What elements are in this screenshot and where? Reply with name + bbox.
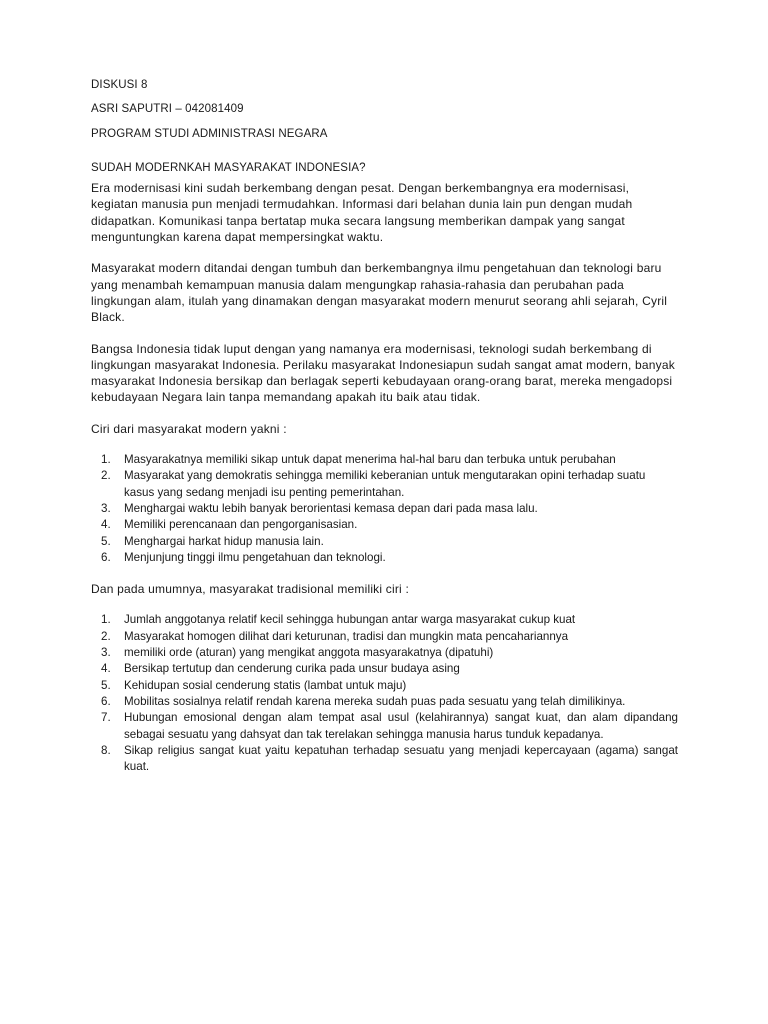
list-item-number: 5. bbox=[101, 534, 111, 548]
list-item-text: Jumlah anggotanya relatif kecil sehingga hubungan antar warga masyarakat cukup kuat bbox=[124, 613, 576, 627]
list-item-text: Menjunjung tinggi ilmu pengetahuan dan teknologi. bbox=[124, 550, 386, 564]
modern-traits-list bbox=[91, 452, 678, 566]
list-item bbox=[91, 517, 678, 533]
list-item-text: Menghargai waktu lebih banyak berorientasi kemasa depan dari pada masa lalu. bbox=[124, 501, 538, 515]
list-item-number: 3. bbox=[101, 501, 111, 515]
list-item-number: 2. bbox=[101, 469, 111, 483]
list-item-number: 4. bbox=[101, 662, 111, 676]
list-item-number: 3. bbox=[101, 646, 111, 660]
list-item-number: 2. bbox=[101, 629, 111, 643]
traditional-traits-list bbox=[91, 612, 678, 775]
author-line: ASRI SAPUTRI – 042081409 bbox=[91, 103, 244, 116]
list-item bbox=[91, 501, 678, 517]
list-item bbox=[91, 645, 678, 661]
list-item-text: memiliki orde (aturan) yang mengikat anggota masyarakatnya (dipatuhi) bbox=[124, 646, 494, 660]
list-item bbox=[91, 710, 678, 743]
list-item bbox=[91, 468, 678, 501]
list-item-number: 6. bbox=[101, 550, 111, 564]
study-program-line: PROGRAM STUDI ADMINISTRASI NEGARA bbox=[91, 127, 328, 140]
discussion-heading: DISKUSI 8 bbox=[91, 79, 148, 91]
list-item-text: Sikap religius sangat kuat yaitu kepatuhan terhadap sesuatu yang menjadi kepercayaan (agama) sangat kuat. bbox=[124, 743, 678, 774]
list-item bbox=[91, 612, 678, 628]
traditional-list-heading: Dan pada umumnya, masyarakat tradisional memiliki ciri : bbox=[91, 582, 409, 597]
paragraph-3: Bangsa Indonesia tidak luput dengan yang namanya era modernisasi, teknologi sudah berkembang di lingkungan masyarakat Indonesia. Perilaku masyarakat Indonesiapun sudah sangat amat modern, banyak masyarakat Indonesia bersikap dan berlagak seperti kebudayaan orang-orang barat, mereka mengadopsi kebudayaan Negara lain tanpa memandang apakah itu baik atau tidak. bbox=[91, 341, 675, 405]
list-item-text: Masyarakatnya memiliki sikap untuk dapat menerima hal-hal baru dan terbuka untuk perubahan bbox=[124, 453, 616, 467]
list-item bbox=[91, 629, 678, 645]
list-item bbox=[91, 550, 678, 566]
document-body bbox=[91, 77, 678, 790]
list-item-number: 1. bbox=[101, 613, 111, 627]
list-item-text: Memiliki perencanaan dan pengorganisasian. bbox=[124, 518, 358, 532]
list-item bbox=[91, 743, 678, 776]
list-item bbox=[91, 534, 678, 550]
list-item-number: 5. bbox=[101, 678, 111, 692]
list-item-number: 1. bbox=[101, 453, 111, 467]
modern-list-heading: Ciri dari masyarakat modern yakni : bbox=[91, 421, 287, 436]
list-item-text: Kehidupan sosial cenderung statis (lambat untuk maju) bbox=[124, 678, 407, 692]
list-item-text: Masyarakat homogen dilihat dari keturunan, tradisi dan mungkin mata pencahariannya bbox=[124, 629, 569, 643]
list-item bbox=[91, 694, 678, 710]
list-item-number: 6. bbox=[101, 694, 111, 708]
list-item-text: Hubungan emosional dengan alam tempat asal usul (kelahirannya) sangat kuat, dan alam dipandang sebagai sesuatu yang dahsyat dan tak terelakan sehingga manusia harus tunduk kepadanya. bbox=[124, 711, 678, 741]
document-title: SUDAH MODERNKAH MASYARAKAT INDONESIA? bbox=[91, 161, 366, 174]
list-item bbox=[91, 678, 678, 694]
list-item bbox=[91, 452, 678, 468]
list-item-text: Menghargai harkat hidup manusia lain. bbox=[124, 534, 324, 548]
paragraph-1: Era modernisasi kini sudah berkembang dengan pesat. Dengan berkembangnya era modernisasi, kegiatan manusia pun menjadi termudahkan. Informasi dari belahan dunia lain pun dengan mudah didapatkan. Komunikasi tanpa bertatap muka secara langsung memberikan dampak yang sangat menguntungkan karena dapat mempersingkat waktu. bbox=[91, 181, 633, 245]
list-item-text: Bersikap tertutup dan cenderung curika pada unsur budaya asing bbox=[124, 662, 460, 676]
list-item bbox=[91, 661, 678, 677]
list-item-text: Masyarakat yang demokratis sehingga memiliki keberanian untuk mengutarakan opini terhadap suatu kasus yang sedang menjadi isu penting pemerintahan. bbox=[124, 469, 646, 499]
paragraph-2: Masyarakat modern ditandai dengan tumbuh dan berkembangnya ilmu pengetahuan dan teknologi baru yang menambah kemampuan manusia dalam mengungkap rahasia-rahasia dan perubahan pada lingkungan alam, itulah yang dinamakan dengan masyarakat modern menurut seorang ahli sejarah, Cyril Black. bbox=[91, 261, 668, 325]
list-item-number: 8. bbox=[101, 743, 111, 757]
list-item-number: 4. bbox=[101, 518, 111, 532]
list-item-text: Mobilitas sosialnya relatif rendah karena mereka sudah puas pada sesuatu yang telah dimilikinya. bbox=[124, 694, 626, 708]
list-item-number: 7. bbox=[101, 711, 111, 725]
